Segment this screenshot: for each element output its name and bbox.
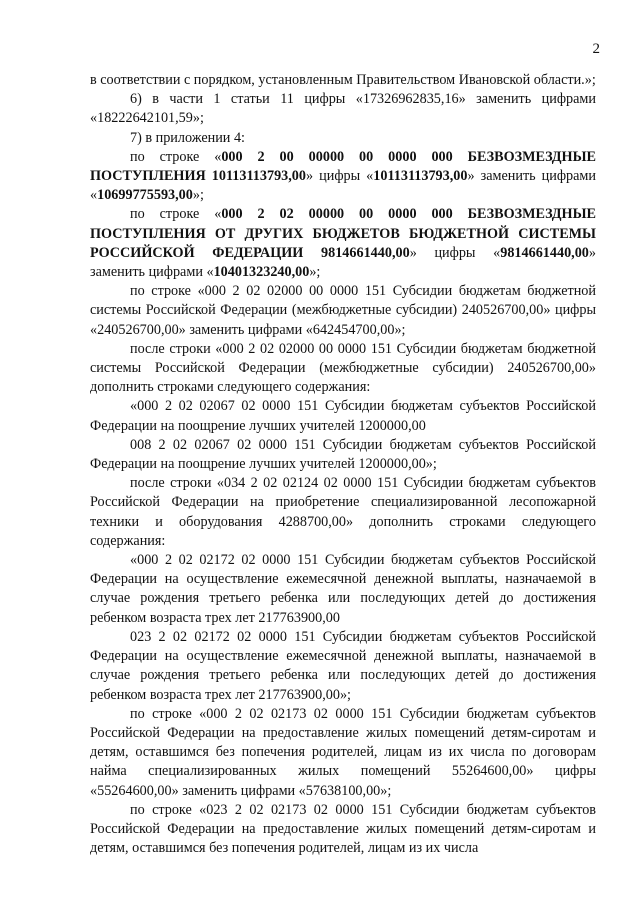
paragraph-12: 023 2 02 02172 02 0000 151 Субсидии бюджетам субъектов Российской Федерации на осуществление ежемесячной денежной выплаты, назначаемой в случае рождения третьего ребенка или последующих детей до достижения ребенком возраста трех лет 217763900,00»; [90, 628, 596, 703]
paragraph-4-bold-2: 10113113793,00 [373, 168, 468, 185]
paragraph-5-text-4: »; [309, 264, 321, 281]
paragraph-5-bold-3: 10401323240,00 [213, 264, 310, 281]
paragraph-5-text-2: » цифры « [409, 244, 501, 261]
paragraph-5 [90, 205, 596, 282]
paragraph-5-text-3: » заменить цифрами « [90, 244, 596, 281]
paragraph-9: 008 2 02 02067 02 0000 151 Субсидии бюджетам субъектов Российской Федерации на поощрение лучших учителей 1200000,00»; [90, 436, 596, 473]
paragraph-2: 6) в части 1 статьи 11 цифры «17326962835,16» заменить цифрами «18222642101,59»; [90, 91, 596, 127]
paragraph-13: по строке «000 2 02 02173 02 0000 151 Субсидии бюджетам субъектов Российской Федерации на предоставление жилых помещений детям-сиротам и детям, оставшимся без попечения родителей, лицам из их числа по договорам найма специализированных жилых помещений 55264600,00» цифры «55264600,00» заменить цифрами «57638100,00»; [90, 705, 596, 799]
paragraph-3: 7) в приложении 4: [130, 129, 245, 146]
paragraph-5-text-1: по строке « [130, 206, 222, 223]
document-body [90, 71, 596, 858]
paragraph-10: после строки «034 2 02 02124 02 0000 151 Субсидии бюджетам субъектов Российской Федерации на приобретение специализированной лесопожарной техники и оборудования 4288700,00» дополнить строками следующего содержания: [90, 475, 596, 549]
paragraph-14: по строке «023 2 02 02173 02 0000 151 Субсидии бюджетам субъектов Российской Федерации на предоставление жилых помещений детям-сиротам и детям, оставшимся без попечения родителей, лицам из их числа [90, 801, 596, 857]
paragraph-7: после строки «000 2 02 02000 00 0000 151 Субсидии бюджетам бюджетной системы Российской Федерации (межбюджетные субсидии) 240526700,00» дополнить строками следующего содержания: [90, 340, 596, 396]
paragraph-1: в соответствии с порядком, установленным Правительством Ивановской области.»; [90, 72, 596, 88]
paragraph-5-bold-2: 9814661440,00 [500, 244, 589, 261]
page-number: 2 [592, 41, 600, 57]
paragraph-4-text-1: по строке « [130, 148, 222, 165]
paragraph-4-bold-1: 000 2 00 00000 00 0000 000 БЕЗВОЗМЕЗДНЫЕ ПОСТУПЛЕНИЯ 10113113793,00 [90, 148, 596, 185]
paragraph-4-bold-3: 10699775593,00 [97, 187, 193, 204]
paragraph-11: «000 2 02 02172 02 0000 151 Субсидии бюджетам субъектов Российской Федерации на осуществление ежемесячной денежной выплаты, назначаемой в случае рождения третьего ребенка или последующих детей до достижения ребенком возраста трех лет 217763900,00 [90, 552, 596, 626]
paragraph-4 [90, 148, 596, 206]
paragraph-4-text-4: »; [192, 187, 204, 204]
paragraph-6: по строке «000 2 02 02000 00 0000 151 Субсидии бюджетам бюджетной системы Российской Федерации (межбюджетные субсидии) 240526700,00» цифры «240526700,00» заменить цифрами «642454700,00»; [90, 283, 596, 338]
paragraph-8: «000 2 02 02067 02 0000 151 Субсидии бюджетам субъектов Российской Федерации на поощрение лучших учителей 1200000,00 [90, 398, 596, 434]
paragraph-4-text-2: » цифры « [306, 168, 374, 185]
paragraph-4-text-3: » заменить цифрами « [90, 168, 597, 204]
paragraph-5-bold-1: 000 2 02 00000 00 0000 000 БЕЗВОЗМЕЗДНЫЕ ПОСТУПЛЕНИЯ ОТ ДРУГИХ БЮДЖЕТОВ БЮДЖЕТНОЙ СИСТЕМЫ РОССИЙСКОЙ ФЕДЕРАЦИИ 9814661440,00 [90, 206, 596, 261]
